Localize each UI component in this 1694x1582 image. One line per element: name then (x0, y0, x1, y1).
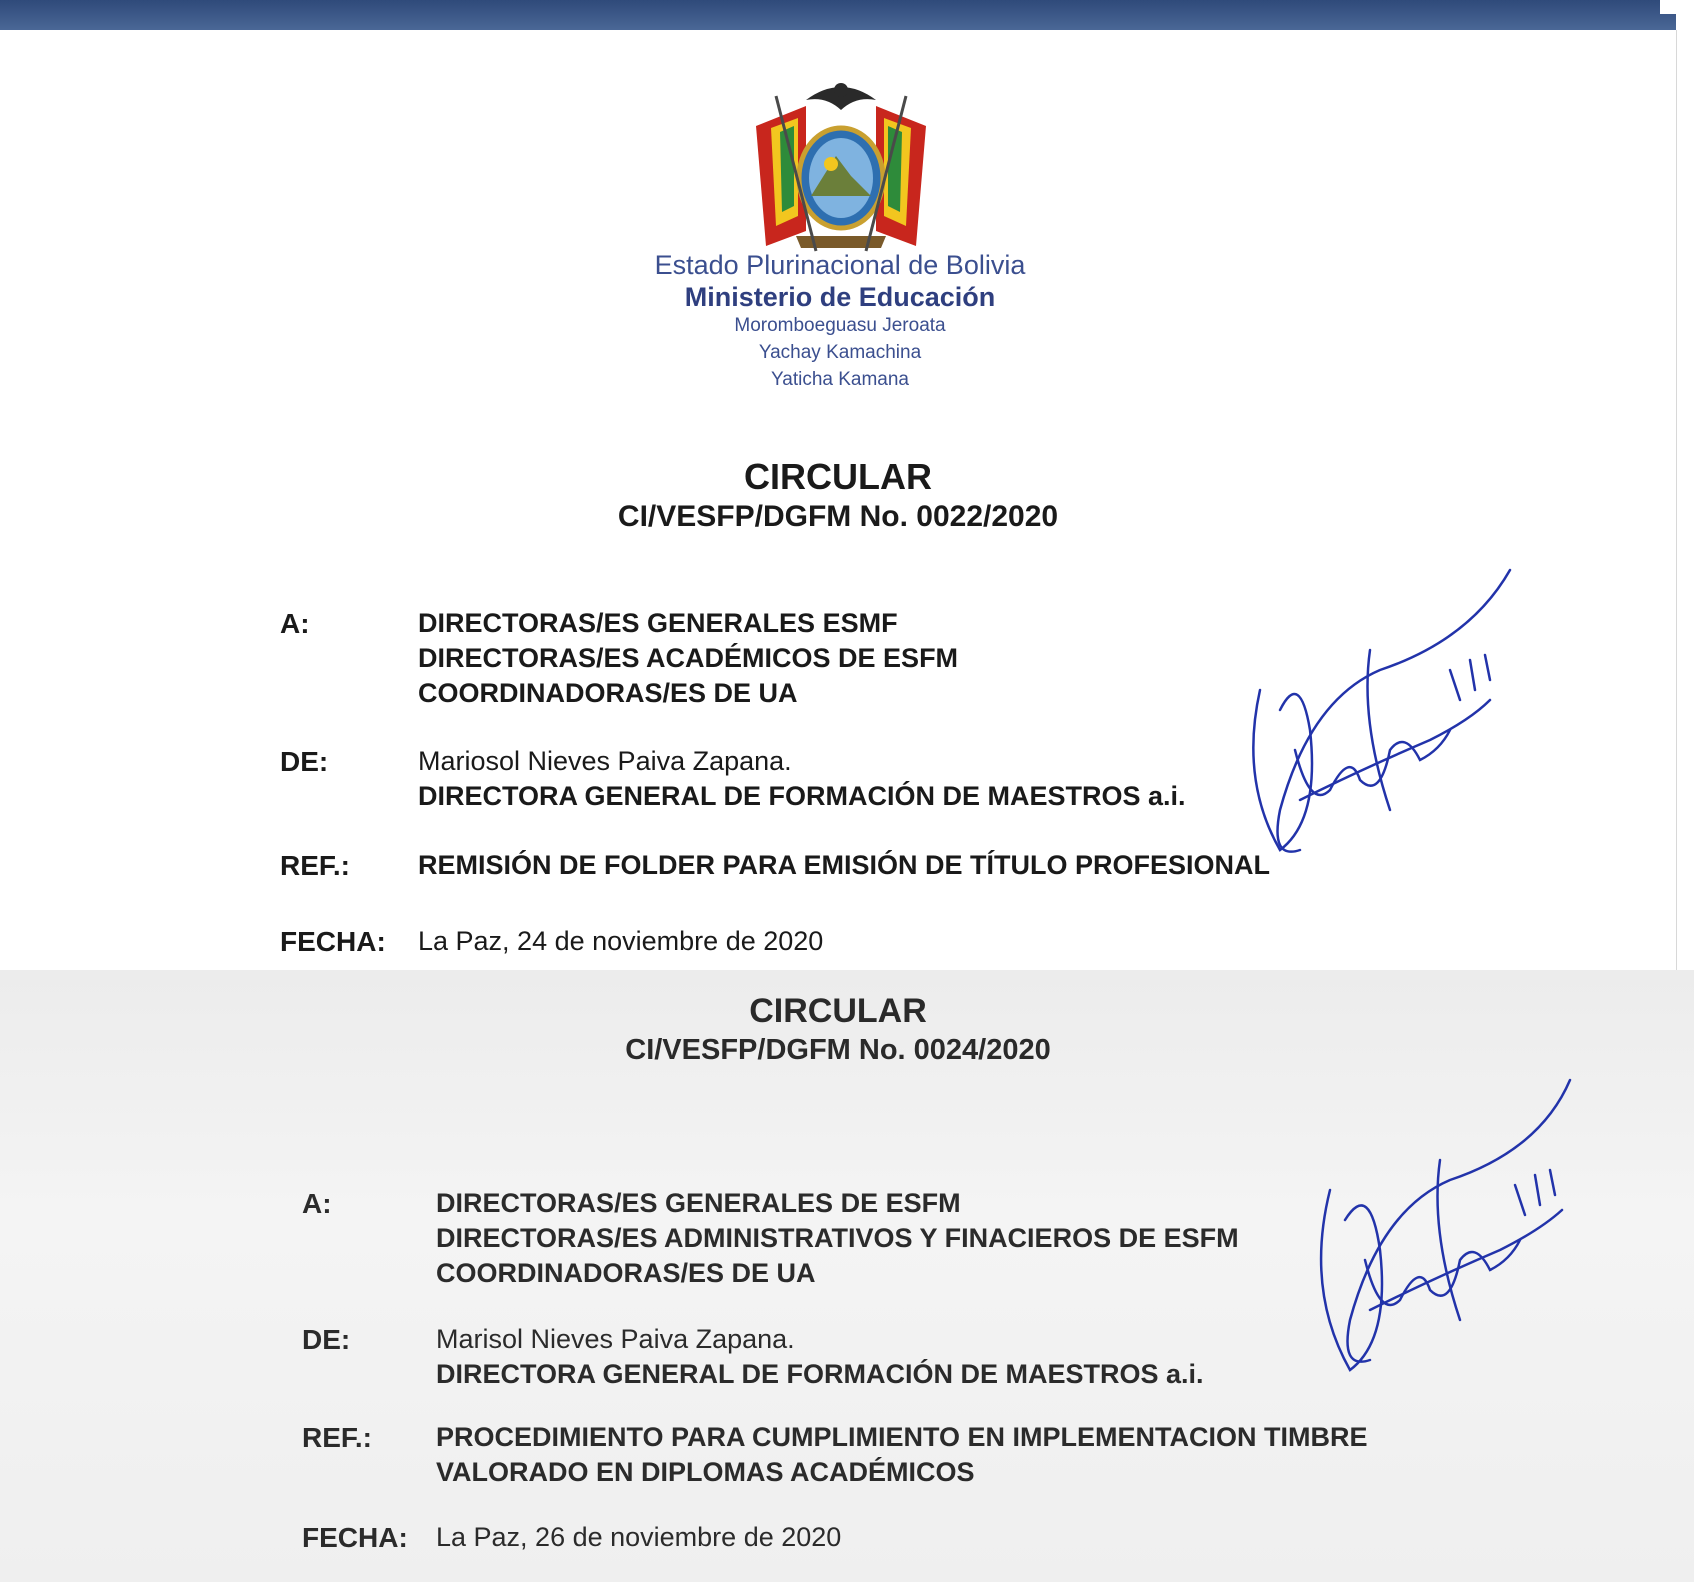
ref-text: PROCEDIMIENTO PARA CUMPLIMIENTO EN IMPLEMENTACION TIMBRE (436, 1422, 1368, 1452)
handwritten-signature-icon (1300, 1070, 1600, 1400)
to-recipient: DIRECTORAS/ES ADMINISTRATIVOS Y FINACIEROS DE ESFM (436, 1223, 1239, 1253)
motto-line: Moromboeguasu Jeroata (734, 315, 946, 336)
motto-line: Yachay Kamachina (758, 342, 922, 363)
circular-title: CIRCULAR (744, 456, 932, 497)
to-recipient: DIRECTORAS/ES GENERALES ESMF (418, 608, 898, 638)
ref-text: REMISIÓN DE FOLDER PARA EMISIÓN DE TÍTULO PROFESIONAL (418, 850, 1271, 880)
ref-label: REF.: (302, 1422, 372, 1453)
date-label: FECHA: (302, 1522, 408, 1553)
motto-line: Yaticha Kamana (770, 369, 909, 390)
to-recipient: DIRECTORAS/ES GENERALES DE ESFM (436, 1188, 961, 1218)
from-label: DE: (302, 1324, 351, 1355)
circular-number: CI/VESFP/DGFM No. 0024/2020 (625, 1034, 1051, 1066)
ref-label: REF.: (280, 850, 350, 881)
ministry-name: Ministerio de Educación (684, 282, 996, 312)
top-banner-corner (1660, 0, 1694, 14)
document-page-1 (0, 30, 1676, 970)
from-position: DIRECTORA GENERAL DE FORMACIÓN DE MAESTROS a.i. (418, 781, 1186, 811)
page-edge (1676, 30, 1694, 970)
to-recipient: DIRECTORAS/ES ACADÉMICOS DE ESFM (418, 643, 959, 673)
to-recipient: COORDINADORAS/ES DE UA (418, 678, 798, 708)
from-position: DIRECTORA GENERAL DE FORMACIÓN DE MAESTROS a.i. (436, 1359, 1204, 1389)
to-label: A: (280, 608, 310, 639)
bolivia-coat-of-arms-icon (736, 66, 946, 262)
from-label: DE: (280, 746, 329, 777)
date-label: FECHA: (280, 926, 386, 957)
top-banner (0, 0, 1676, 30)
from-name: Marisol Nieves Paiva Zapana. (436, 1324, 795, 1354)
date-value: La Paz, 26 de noviembre de 2020 (436, 1522, 842, 1552)
handwritten-signature-icon (1240, 550, 1540, 880)
to-label: A: (302, 1188, 332, 1219)
document-page-2 (0, 970, 1694, 1582)
circular-number: CI/VESFP/DGFM No. 0022/2020 (617, 500, 1059, 533)
ministry-header (600, 248, 1080, 393)
circular-title: CIRCULAR (749, 992, 927, 1030)
date-value: La Paz, 24 de noviembre de 2020 (418, 926, 824, 956)
to-recipient: COORDINADORAS/ES DE UA (436, 1258, 816, 1288)
country-name: Estado Plurinacional de Bolivia (654, 250, 1026, 280)
ref-text: VALORADO EN DIPLOMAS ACADÉMICOS (436, 1457, 975, 1487)
from-name: Mariosol Nieves Paiva Zapana. (418, 746, 792, 776)
